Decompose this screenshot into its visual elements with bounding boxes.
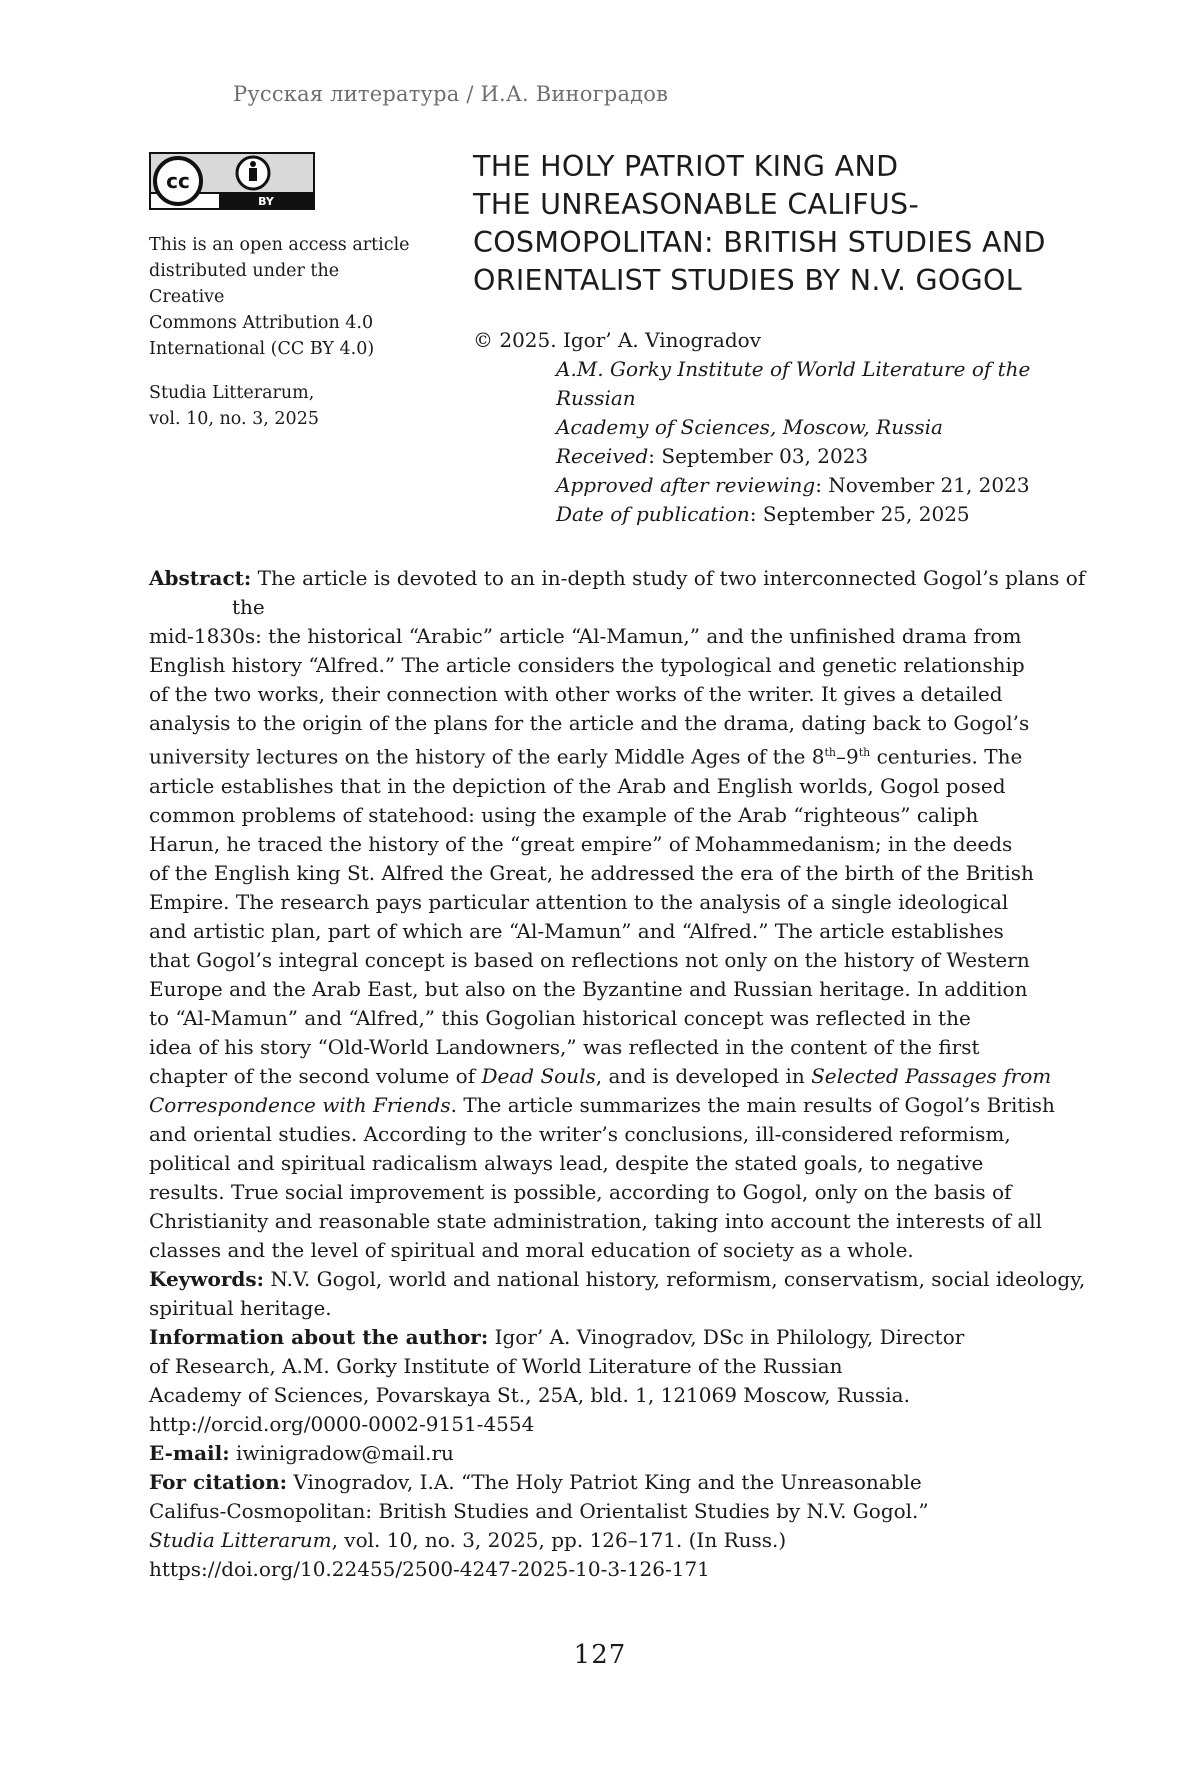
cc-by-license-badge <box>149 152 315 210</box>
running-head: Русская литература / И.А. Виноградов <box>233 82 669 106</box>
journal-reference: Studia Litterarum, vol. 10, no. 3, 2025 <box>149 383 319 429</box>
by-logo-text: BY <box>258 195 274 208</box>
citation: For citation: Vinogradov, I.A. “The Holy Patriot King and the Unreasonable Califus-Cosmopolitan: British Studies and Orientalist Studies by N.V. Gogol.” Studia Litterarum, vol. 10, no. 3, 2025, pp. 126–171. (In Russ.) https://doi.org/10.22455/2500-4247-2025-10-3-126-171 <box>149 1468 1099 1584</box>
orcid-link[interactable]: http://orcid.org/0000-0002-9151-4554 <box>149 1411 535 1436</box>
email-label: E-mail: <box>149 1440 230 1465</box>
approved-date: Approved after reviewing: November 21, 2023 <box>556 473 1030 497</box>
abstract-label: Abstract: <box>149 566 252 590</box>
abstract-section <box>149 564 1099 1584</box>
author-information: Information about the author: Igor’ A. Vinogradov, DSc in Philology, Director of Research, A.M. Gorky Institute of World Literature of the Russian Academy of Sciences, Povarskaya St., 25A, bld. 1, 121069 Moscow, Russia. http://orcid.org/0000-0002-9151-4554 <box>149 1323 1099 1439</box>
citation-label: For citation: <box>149 1469 288 1494</box>
received-date: Received: September 03, 2023 <box>556 444 869 468</box>
abstract: Abstract: The article is devoted to an in-depth study of two interconnected Gogol’s plans of the mid-1830s: the historical “Arabic” article “Al-Mamun,” and the unfinished drama from English history “Alfred.” The article considers the typological and genetic relationship of the two works, their connection with other works of the writer. It gives a detailed analysis to the origin of the plans for the article and the drama, dating back to Gogol’s university lectures on the history of the early Middle Ages of the 8th–9th centuries. The article establishes that in the depiction of the Arab and English worlds, Gogol posed common problems of statehood: using the example of the Arab “righteous” caliph Harun, he traced the history of the “great empire” of Mohammedanism; in the deeds of the English king St. Alfred the Great, he addressed the era of the birth of the British Empire. The research pays particular attention to the analysis of a single ideological and artistic plan, part of which are “Al-Mamun” and “Alfred.” The article establishes that Gogol’s integral concept is based on reflections not only on the history of Western Europe and the Arab East, but also on the Byzantine and Russian heritage. In addition to “Al-Mamun” and “Alfred,” this Gogolian historical concept was reflected in the idea of his story “Old-World Landowners,” was reflected in the content of the first chapter of the second volume of Dead Souls, and is developed in Selected Passages from Correspondence with Friends. The article summarizes the main results of Gogol’s British and oriental studies. According to the writer’s conclusions, ill-considered reformism, political and spiritual radicalism always lead, despite the stated goals, to negative results. True social improvement is possible, according to Gogol, only on the basis of Christianity and reasonable state administration, taking into account the interests of all classes and the level of spiritual and moral education of society as a whole. <box>149 566 1086 1262</box>
keywords: Keywords: N.V. Gogol, world and national history, reformism, conservatism, social ideology, spiritual heritage. <box>149 1266 1086 1320</box>
affiliation-line: Academy of Sciences, Moscow, Russia <box>556 415 943 439</box>
doi-link[interactable]: https://doi.org/10.22455/2500-4247-2025-10-3-126-171 <box>149 1556 710 1581</box>
cc-logo-text: cc <box>166 169 190 193</box>
keywords-label: Keywords: <box>149 1266 265 1291</box>
article-title: THE HOLY PATRIOT KING AND THE UNREASONABLE CALIFUS- COSMOPOLITAN: BRITISH STUDIES AND ORIENTALIST STUDIES BY N.V. GOGOL <box>473 150 1046 297</box>
affiliation-and-dates <box>473 355 1113 529</box>
publication-date: Date of publication: September 25, 2025 <box>556 502 970 526</box>
email-address[interactable]: iwinigradow@mail.ru <box>229 1440 454 1465</box>
author-info-label: Information about the author: <box>149 1324 489 1349</box>
email <box>149 1439 1099 1468</box>
license-notice: This is an open access article distributed under the Creative Commons Attribution 4.0 International (CC BY 4.0) <box>149 235 410 359</box>
license-column <box>149 152 419 432</box>
title-block <box>473 148 1113 529</box>
affiliation-line: A.M. Gorky Institute of World Literature of the Russian <box>556 357 1031 410</box>
page-number: 127 <box>573 1640 627 1670</box>
author-byline: © 2025. Igor’ A. Vinogradov <box>473 328 761 352</box>
